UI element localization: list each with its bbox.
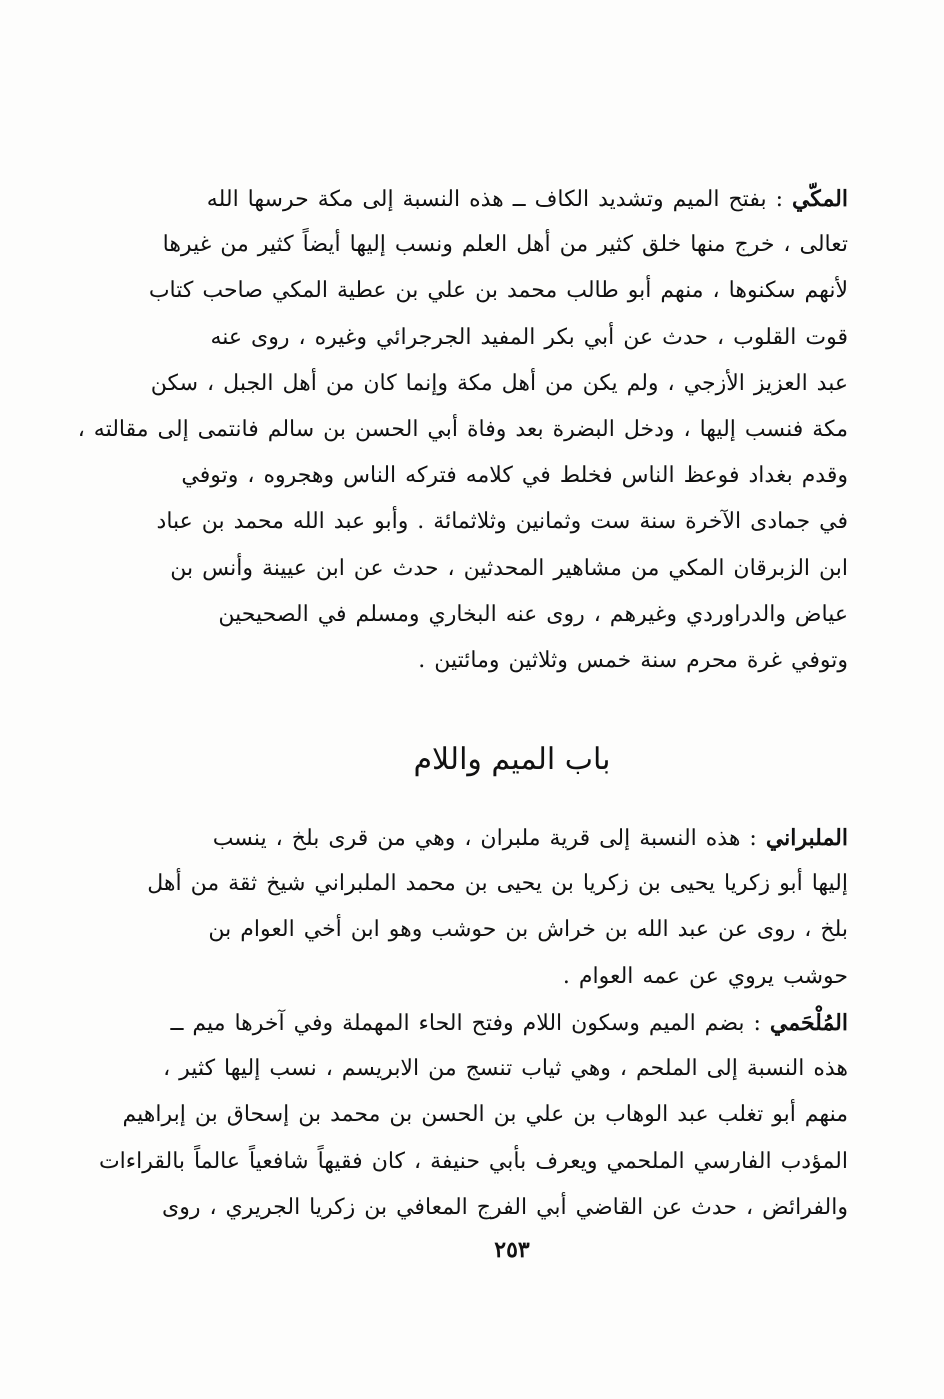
entry-term: الملبراني <box>765 825 848 851</box>
entry-makki <box>77 176 848 684</box>
entry-line: المُلْحَمي : بضم الميم وسكون اللام وفتح الحاء المهملة وفي آخرها ميم ــ <box>170 1010 848 1036</box>
entry-line: عبد العزيز الأزجي ، ولم يكن من أهل مكة وإنما كان من أهل الجبل ، سكن <box>150 370 848 396</box>
entry-malhami <box>98 1000 848 1231</box>
entry-line: هذه النسبة إلى الملحم ، وهي ثياب تنسج من الابريسم ، نسب إليها كثير ، <box>163 1056 848 1082</box>
entry-line: قوت القلوب ، حدث عن أبي بكر المفيد الجرجرائي وغيره ، روى عنه <box>210 324 848 350</box>
entry-line: في جمادى الآخرة سنة ست وثمانين وثلاثمائة . وأبو عبد الله محمد بن عباد <box>156 509 848 535</box>
entry-line: الملبراني : هذه النسبة إلى قرية ملبران ، وهي من قرى بلخ ، ينسب <box>212 825 848 851</box>
entry-line: حوشب يروي عن عمه العوام . <box>562 963 848 989</box>
page-number: ٢٥٣ <box>494 1237 530 1263</box>
section-heading: باب الميم واللام <box>413 742 611 777</box>
entry-line: إليها أبو زكريا يحيى بن زكريا بن يحيى بن محمد الملبراني شيخ ثقة من أهل <box>147 871 848 897</box>
entry-line: ابن الزبرقان المكي من مشاهير المحدثين ، حدث عن ابن عيينة وأنس بن <box>170 555 848 581</box>
entry-line: مكة فنسب إليها ، ودخل البضرة بعد وفاة أبي الحسن بن سالم فانتمى إلى مقالته ، <box>77 416 848 442</box>
entry-line: المؤدب الفارسي الملحمي ويعرف بأبي حنيفة ، كان فقيهاً شافعياً عالماً بالقراءات <box>98 1148 848 1174</box>
entry-line: لأنهم سكنوها ، منهم أبو طالب محمد بن علي بن عطية المكي صاحب كتاب <box>148 278 848 304</box>
entry-malbarani <box>147 815 848 1000</box>
entry-term: المكّي <box>791 186 848 212</box>
entry-line: بلخ ، روى عن عبد الله بن خراش بن حوشب وهو ابن أخي العوام بن <box>208 917 848 943</box>
entry-line: عياض والدراوردي وغيرهم ، روى عنه البخاري ومسلم في الصحيحين <box>218 601 848 627</box>
entry-line: تعالى ، خرج منها خلق كثير من أهل العلم ونسب إليها أيضاً كثير من غيرها <box>162 232 848 258</box>
entry-line: منهم أبو تغلب عبد الوهاب بن علي بن الحسن بن محمد بن إسحاق بن إبراهيم <box>122 1102 848 1128</box>
entry-line: المكّي : بفتح الميم وتشديد الكاف ــ هذه النسبة إلى مكة حرسها الله <box>206 186 848 212</box>
entry-line: وقدم بغداد فوعظ الناس فخلط في كلامه فتركه الناس وهجروه ، وتوفي <box>181 463 848 489</box>
entry-line: وتوفي غرة محرم سنة خمس وثلاثين ومائتين . <box>418 647 848 673</box>
entry-term: المُلْحَمي <box>769 1010 848 1036</box>
entry-line: والفرائض ، حدث عن القاضي أبي الفرج المعافي بن زكريا الجريري ، روى <box>161 1194 848 1220</box>
